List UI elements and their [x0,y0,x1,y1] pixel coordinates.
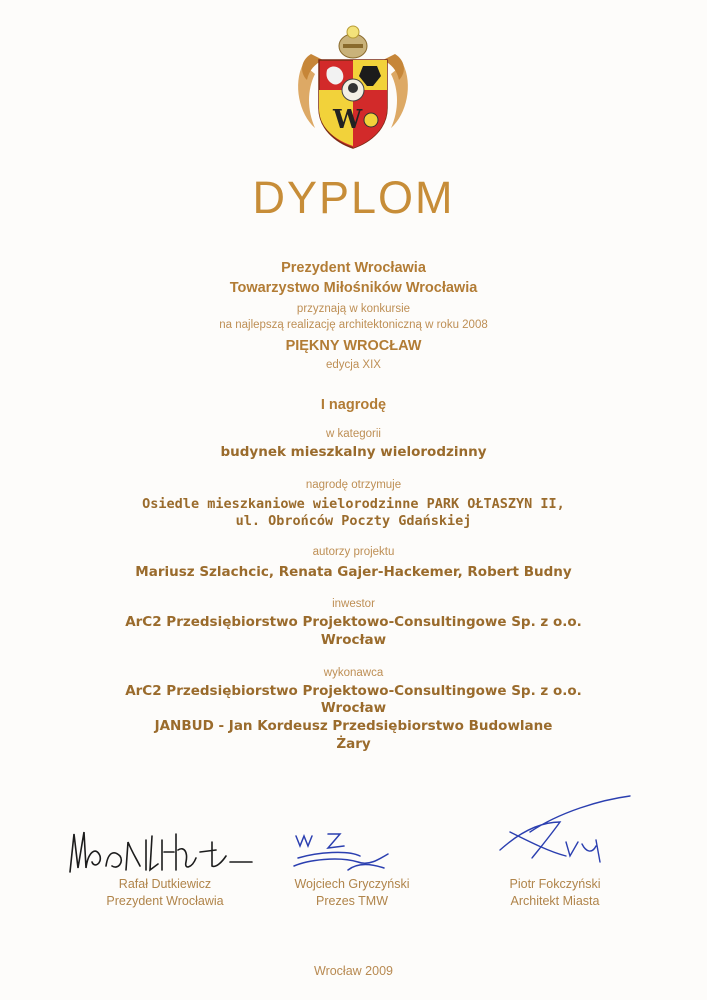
signature-gryczynski [288,826,408,878]
recipient-label: nagrodę otrzymuje [305,479,402,491]
investor-line-2: Wrocław [320,632,387,648]
authors-value: Mariusz Szlachcic, Renata Gajer-Hackemer, Robert Budny [135,564,572,580]
signatory-2-name: Wojciech Gryczyński [294,877,410,891]
contest-edition: edycja XIX [326,359,381,371]
place-and-date: Wrocław 2009 [314,964,393,978]
category-label: w kategorii [326,428,381,440]
contractor-line-2: Wrocław [320,700,387,716]
award-intro: przyznają w konkursie [296,303,411,315]
award-description: na najlepszą realizację architektoniczną w roku 2008 [219,319,488,331]
contractor-line-3: JANBUD - Jan Kordeusz Przedsiębiorstwo Budowlane [154,718,553,734]
recipient-line-2: ul. Obrońców Poczty Gdańskiej [235,513,472,529]
investor-label: inwestor [332,598,375,610]
wroclaw-coat-of-arms [293,24,413,152]
diploma-title: DYPLOM [252,172,455,223]
signatory-1-name: Rafał Dutkiewicz [118,877,212,891]
signatory-3 [470,876,640,910]
issuer-president: Prezydent Wrocławia [281,260,426,276]
recipient-line-1: Osiedle mieszkaniowe wielorodzinne PARK OŁTASZYN II, [142,496,565,512]
contest-name: PIĘKNY WROCŁAW [285,338,422,354]
signatory-3-role: Architekt Miasta [510,894,600,908]
signatory-3-name: Piotr Fokczyński [509,877,601,891]
category-value: budynek mieszkalny wielorodzinny [220,444,487,460]
contractor-label: wykonawca [323,667,384,679]
signatory-1 [70,876,260,910]
signatory-1-role: Prezydent Wrocławia [106,894,224,908]
signatory-2-role: Prezes TMW [316,894,388,908]
investor-line-1: ArC2 Przedsiębiorstwo Projektowo-Consultingowe Sp. z o.o. [125,614,582,630]
authors-label: autorzy projektu [312,546,395,558]
award-prize: I nagrodę [320,397,387,413]
signature-fokczynski [470,792,640,872]
contractor-line-1: ArC2 Przedsiębiorstwo Projektowo-Consultingowe Sp. z o.o. [125,683,582,699]
crest-letter-w: W [333,105,363,135]
signatory-2 [257,876,447,910]
issuer-society: Towarzystwo Miłośników Wrocławia [229,280,478,296]
signature-dutkiewicz [66,822,256,878]
contractor-line-4: Żary [336,736,371,752]
